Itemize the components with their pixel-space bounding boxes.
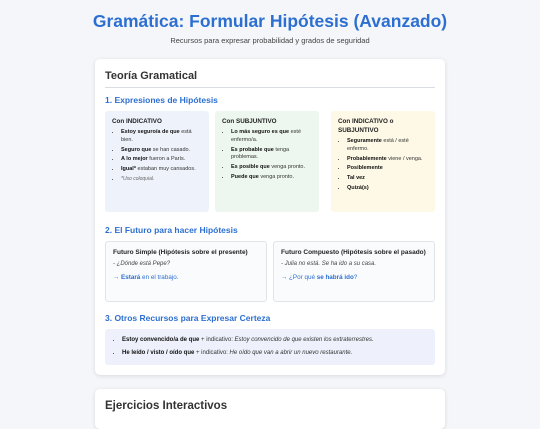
box-title: Con INDICATIVO (112, 118, 162, 125)
list-item: • Lo más seguro es que esté enfermo/a. (231, 129, 312, 145)
list-item: • Posiblemente (347, 165, 428, 173)
box-title: Con SUBJUNTIVO (222, 118, 277, 125)
example-question: - ¿Dónde está Pepe? (113, 261, 171, 267)
card-divider (105, 87, 435, 88)
indicative-or-subjunctive-box (331, 111, 435, 212)
list-item: • Seguro que se han casado. (121, 147, 202, 155)
card-title: Teoría Gramatical (105, 70, 198, 82)
section-heading-expressions: 1. Expresiones de Hipótesis (105, 95, 218, 105)
future-perfect-box (273, 241, 435, 302)
example-answer: → Estará en el trabajo. (113, 274, 179, 281)
list-item: • A lo mejor fueron a París. (121, 156, 202, 164)
list-item: • Estoy convencido/a de que + indicativo: Estoy convencido de que existen los extraterrestres. (122, 336, 427, 344)
box-title: Con INDICATIVO o SUBJUNTIVO (338, 118, 394, 134)
list-item: • Probablemente viene / venga. (347, 156, 428, 164)
list-item: • Quizá(s) (347, 185, 428, 193)
section-heading-certainty: 3. Otros Recursos para Expresar Certeza (105, 313, 271, 323)
list-item: • Es posible que venga pronto. (231, 164, 312, 172)
future-simple-box (105, 241, 267, 302)
page-subtitle: Recursos para expresar probabilidad y grados de seguridad (170, 36, 370, 45)
list-item: • Es probable que tenga problemas. (231, 147, 312, 163)
card-title: Ejercicios Interactivos (105, 400, 228, 412)
theory-card (95, 59, 445, 375)
list-item: • Estoy seguro/a de que está bien. (121, 129, 202, 145)
example-answer: → ¿Por qué se habrá ido? (281, 274, 358, 281)
subjunctive-box (215, 111, 319, 212)
exercises-card (95, 389, 445, 429)
list-item: • Seguramente está / esté enfermo. (347, 138, 428, 154)
list-item: • Puede que venga pronto. (231, 174, 312, 182)
indicative-box (105, 111, 209, 212)
list-item-note: • *Uso coloquial. (121, 176, 202, 184)
box-title: Futuro Compuesto (Hipótesis sobre el pasado) (281, 249, 426, 256)
list-item: • Igual* estaban muy cansados. (121, 166, 202, 174)
box-title: Futuro Simple (Hipótesis sobre el presente) (113, 249, 248, 256)
list-item: • Tal vez (347, 175, 428, 183)
certainty-box (105, 329, 435, 365)
example-statement: - Julia no está. Se ha ido a su casa. (281, 261, 377, 267)
section-heading-future: 2. El Futuro para hacer Hipótesis (105, 225, 238, 235)
page-title: Gramática: Formular Hipótesis (Avanzado) (92, 11, 448, 31)
list-item: • He leído / visto / oído que + indicativo: He oído que van a abrir un nuevo restaurante. (122, 349, 427, 357)
